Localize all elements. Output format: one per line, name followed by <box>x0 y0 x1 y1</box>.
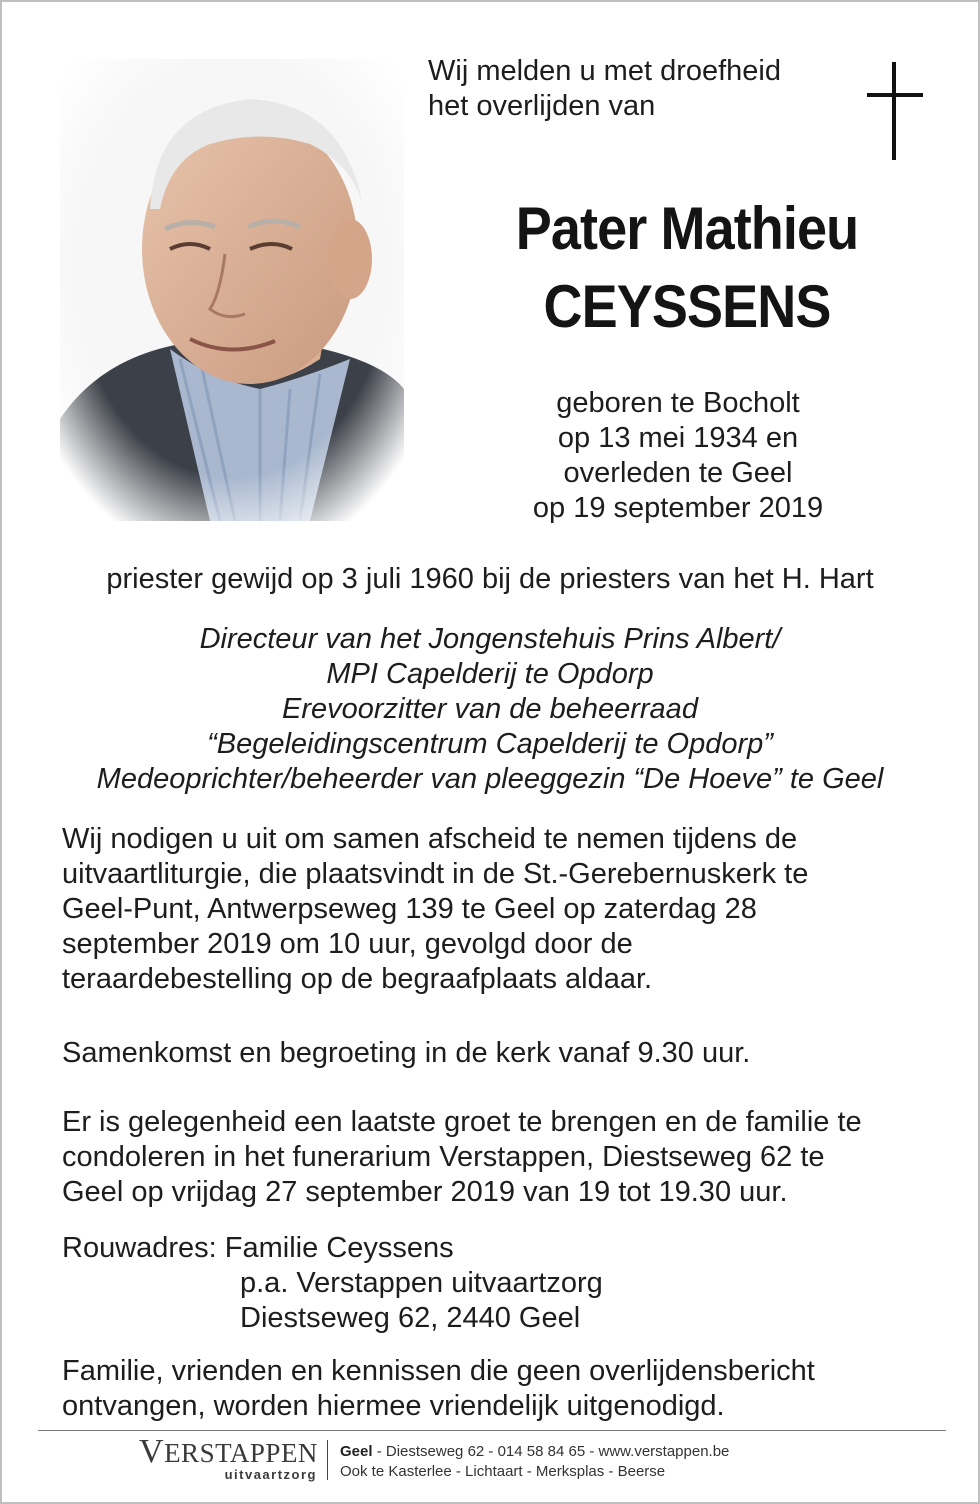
dates-line: op 19 september 2019 <box>532 492 824 524</box>
footer-contact <box>340 1442 729 1482</box>
address-line: p.a. Verstappen uitvaartzorg <box>240 1267 603 1299</box>
mourning-address <box>62 1231 942 1336</box>
role-line: Directeur van het Jongenstehuis Prins Albert/ <box>199 623 781 655</box>
portrait-illustration <box>60 59 404 521</box>
role-line: “Begeleidingscentrum Capelderij te Opdorp” <box>207 728 773 760</box>
verstappen-logo <box>139 1433 318 1482</box>
logo-subtitle: uitvaartzorg <box>224 1467 317 1482</box>
footer <box>2 1434 978 1494</box>
ordination-text: priester gewijd op 3 juli 1960 bij de priesters van het H. Hart <box>106 563 874 595</box>
intro-line: het overlijden van <box>428 90 656 122</box>
footer-locations: Ook te Kasterlee - Lichtaart - Merksplas - Beerse <box>340 1463 666 1480</box>
paragraph-line: Geel-Punt, Antwerpseweg 139 te Geel op zaterdag 28 <box>62 893 757 925</box>
role-line: MPI Capelderij te Opdorp <box>326 658 654 690</box>
roles-list <box>2 622 978 797</box>
portrait-photo <box>60 59 404 521</box>
logo-name: ERSTAPPEN <box>164 1438 318 1468</box>
address-label: Rouwadres: Familie Ceyssens <box>62 1232 454 1264</box>
closing-paragraph <box>62 1354 942 1424</box>
deceased-first-name: Pater Mathieu <box>515 195 859 262</box>
dates-line: op 13 mei 1934 en <box>557 422 799 454</box>
gathering-paragraph: Samenkomst en begroeting in de kerk vanaf 9.30 uur. <box>62 1037 751 1069</box>
footer-divider <box>38 1430 946 1431</box>
intro-text <box>428 54 781 124</box>
birth-death-dates <box>478 386 878 526</box>
role-line: Medeoprichter/beheerder van pleeggezin “De Hoeve” te Geel <box>96 763 884 795</box>
intro-line: Wij melden u met droefheid <box>428 55 781 87</box>
paragraph-line: uitvaartliturgie, die plaatsvindt in de St.-Gerebernuskerk te <box>62 858 809 890</box>
funeral-paragraph <box>62 822 942 997</box>
paragraph-line: ontvangen, worden hiermee vriendelijk uitgenodigd. <box>62 1390 725 1422</box>
footer-contact-line: - Diestseweg 62 - 014 58 84 65 - www.verstappen.be <box>372 1443 730 1460</box>
paragraph-line: september 2019 om 10 uur, gevolgd door de <box>62 928 633 960</box>
logo-initial: V <box>139 1433 165 1470</box>
footer-separator <box>327 1440 328 1480</box>
cross-icon <box>864 62 926 160</box>
condolence-paragraph <box>62 1105 942 1210</box>
paragraph-line: Wij nodigen u uit om samen afscheid te nemen tijdens de <box>62 823 798 855</box>
dates-line: overleden te Geel <box>563 457 793 489</box>
paragraph-line: Familie, vrienden en kennissen die geen overlijdensbericht <box>62 1355 815 1387</box>
paragraph-line: Er is gelegenheid een laatste groet te brengen en de familie te <box>62 1106 862 1138</box>
deceased-last-name: CEYSSENS <box>543 273 831 340</box>
role-line: Erevoorzitter van de beheerraad <box>282 693 698 725</box>
dates-line: geboren te Bocholt <box>556 387 800 419</box>
footer-city: Geel <box>340 1443 373 1460</box>
paragraph-line: condoleren in het funerarium Verstappen, Diestseweg 62 te <box>62 1141 825 1173</box>
address-line: Diestseweg 62, 2440 Geel <box>240 1302 581 1334</box>
paragraph-line: Geel op vrijdag 27 september 2019 van 19 tot 19.30 uur. <box>62 1176 788 1208</box>
paragraph-line: teraardebestelling op de begraafplaats aldaar. <box>62 963 653 995</box>
